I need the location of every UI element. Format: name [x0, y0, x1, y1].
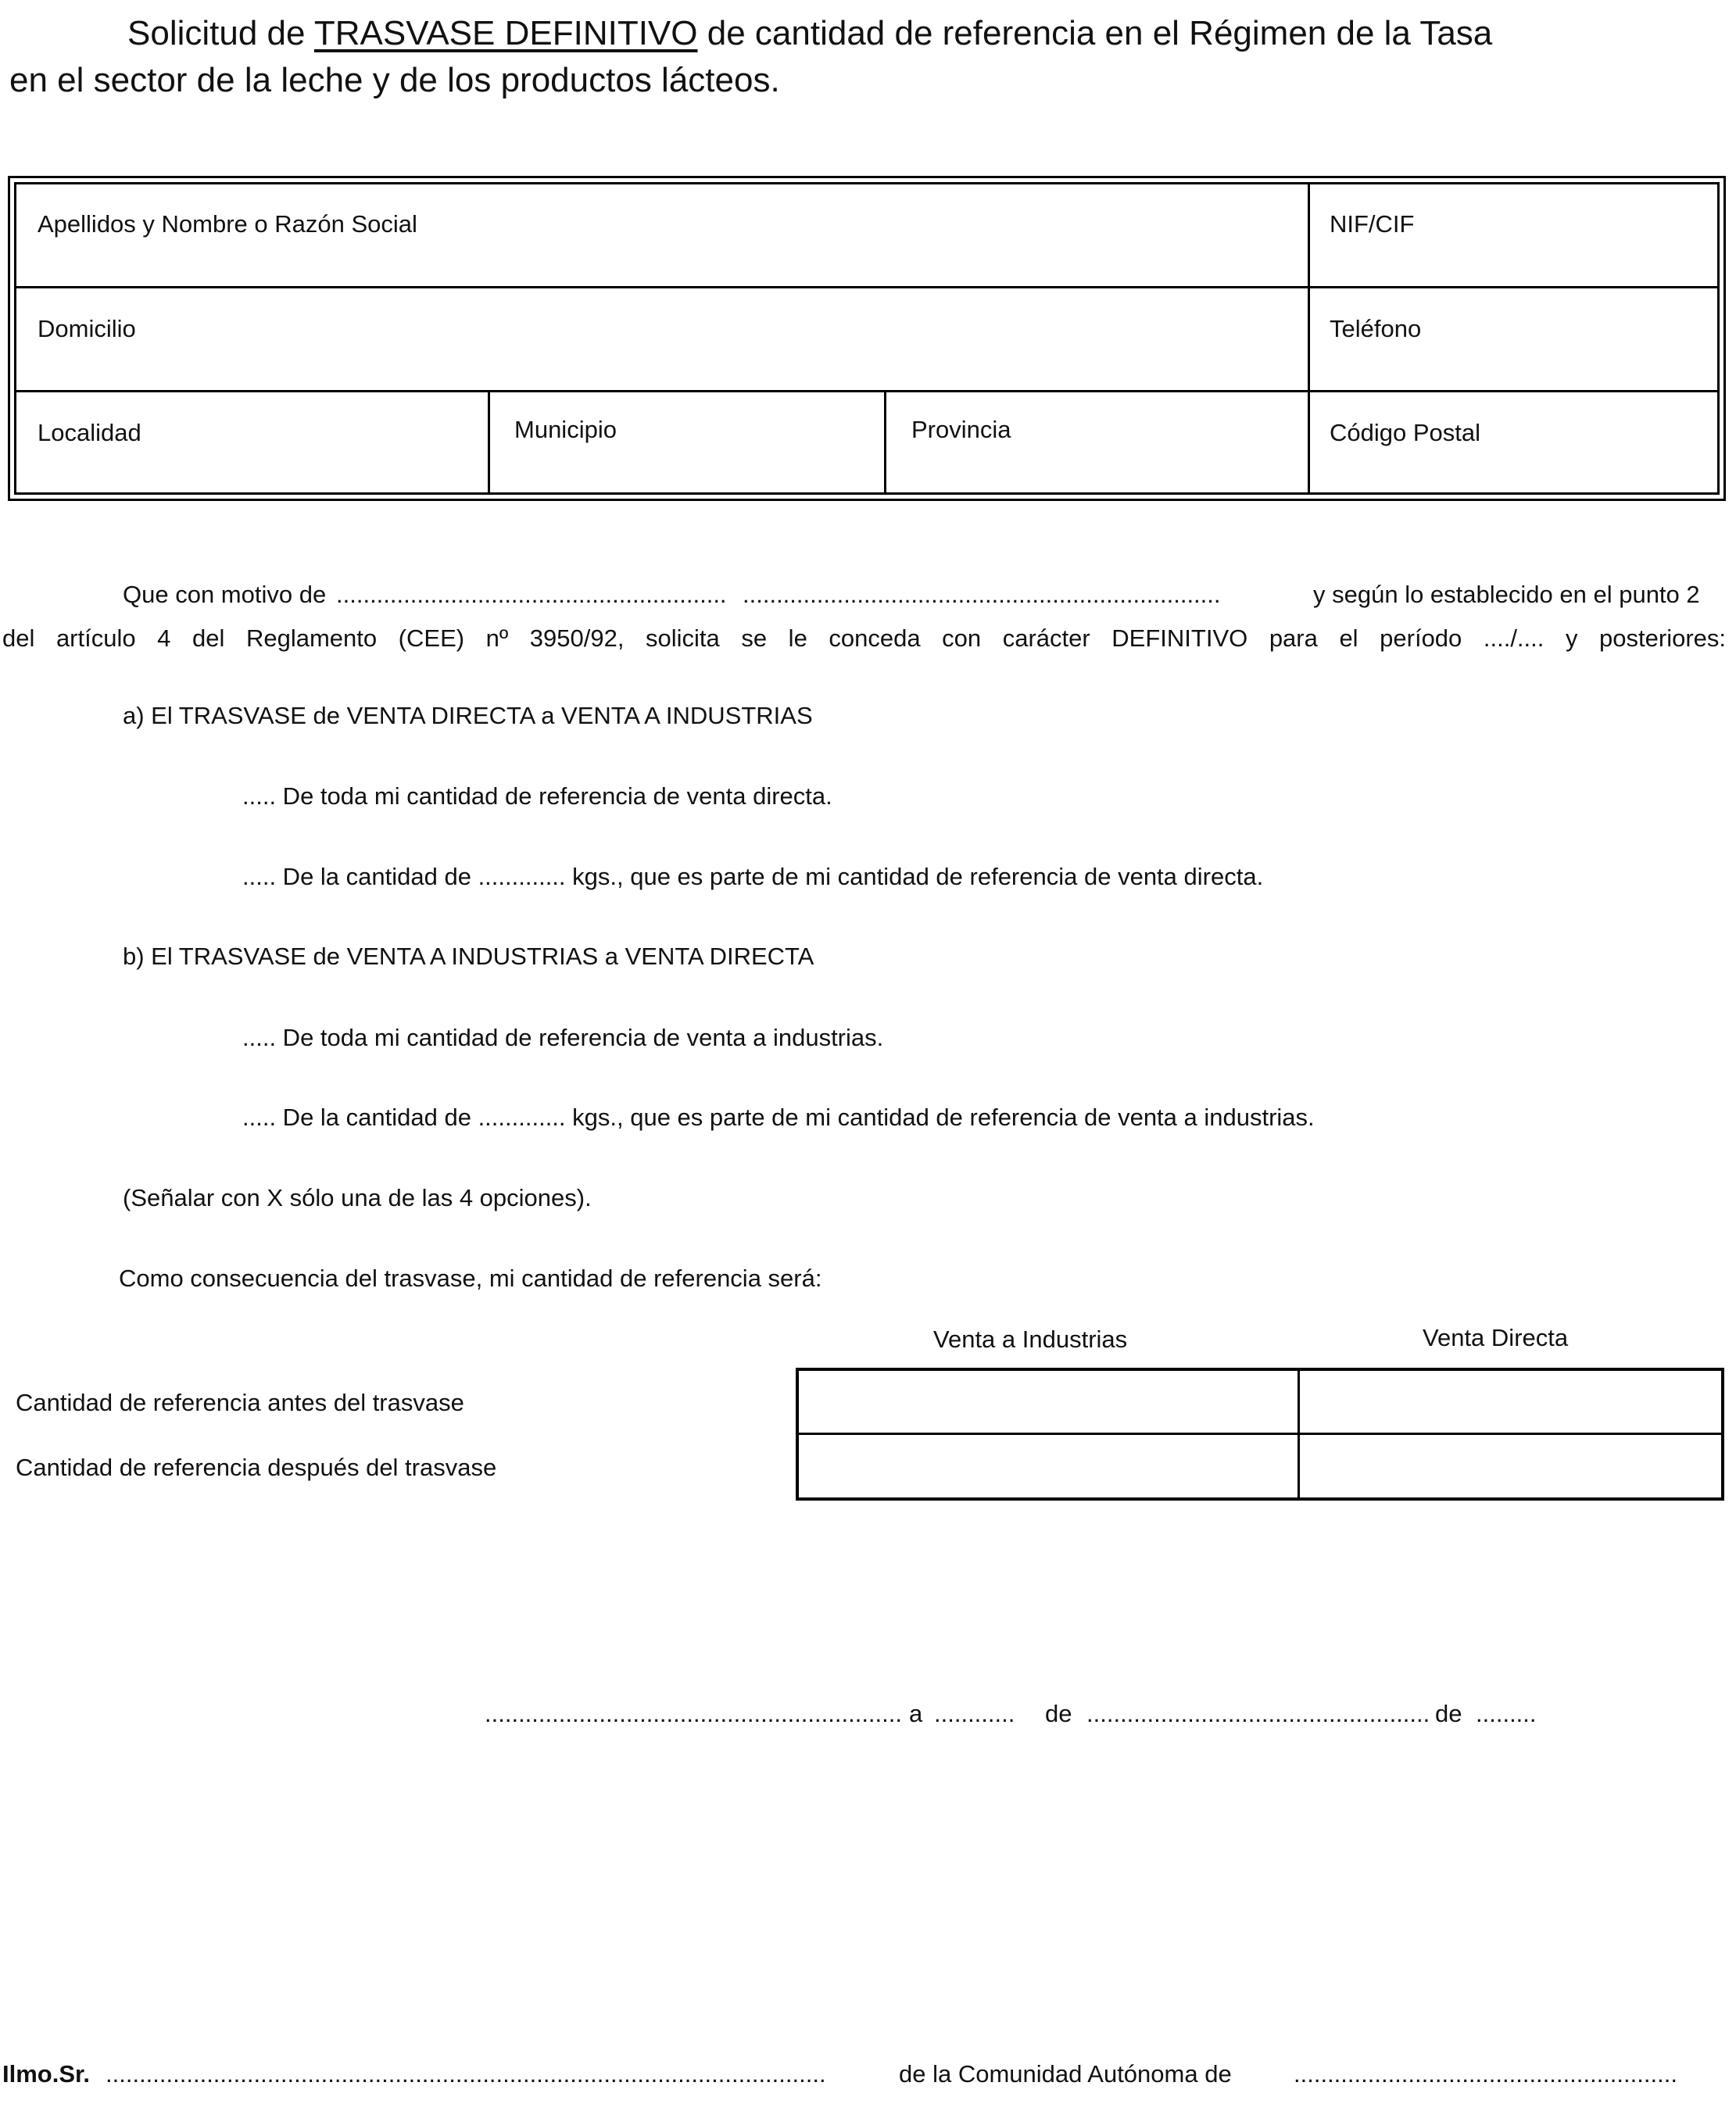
- date-de-2: de: [1435, 1700, 1462, 1727]
- applicant-box-inner: [14, 182, 1720, 495]
- option-a1: ..... De toda mi cantidad de referencia de venta directa.: [242, 782, 832, 810]
- request-line-2: del artículo 4 del Reglamento (CEE) nº 3950/92, solicita se le conceda con carácter DEFINITIVO para el período ..../.... y posteriores:: [2, 624, 1726, 652]
- name-field-label: Apellidos y Nombre o Razón Social: [38, 210, 417, 238]
- form-title-line-1: [127, 9, 1492, 58]
- province-field-label: Provincia: [911, 416, 1011, 443]
- result-row-after: Cantidad de referencia después del trasvase: [16, 1454, 497, 1481]
- col-divider-locality: [488, 390, 490, 492]
- result-col-directa: Venta Directa: [1423, 1324, 1569, 1351]
- footer-ilmo: Ilmo.Sr.: [2, 2060, 90, 2088]
- title-underlined: TRASVASE DEFINITIVO: [313, 14, 698, 52]
- row-divider-2: [16, 390, 1717, 392]
- option-b1: ..... De toda mi cantidad de referencia de venta a industrias.: [242, 1024, 884, 1051]
- row-divider-1: [16, 286, 1717, 288]
- option-b2: ..... De la cantidad de ............. kgs., que es parte de mi cantidad de referencia de venta a industrias.: [242, 1104, 1315, 1131]
- motive-dots-1: ..........................................................: [336, 581, 727, 608]
- col-divider-main: [1308, 184, 1310, 492]
- address-field-label: Domicilio: [38, 315, 136, 342]
- result-grid-col-divider: [1298, 1371, 1300, 1497]
- footer-ilmo-dots: ...........................................................................................................: [106, 2060, 826, 2088]
- col-divider-municipality: [884, 390, 886, 492]
- applicant-box: [8, 176, 1726, 501]
- result-col-industrias: Venta a Industrias: [933, 1326, 1128, 1353]
- locality-field-label: Localidad: [38, 419, 141, 446]
- date-place: ..............................................................: [485, 1700, 902, 1727]
- result-grid: [796, 1368, 1724, 1501]
- date-month: ...................................................: [1086, 1700, 1430, 1727]
- footer-ca-dots: .........................................................: [1294, 2060, 1677, 2088]
- postal-code-field-label: Código Postal: [1330, 419, 1481, 446]
- options-note: (Señalar con X sólo una de las 4 opciones).: [123, 1184, 592, 1211]
- date-day: ............: [934, 1700, 1015, 1727]
- municipality-field-label: Municipio: [514, 416, 617, 443]
- result-grid-row-divider: [799, 1433, 1721, 1435]
- footer-ca-label: de la Comunidad Autónoma de: [899, 2060, 1232, 2088]
- title-post: de cantidad de referencia en el Régimen de la Tasa: [697, 14, 1493, 52]
- date-a: a: [909, 1700, 923, 1727]
- form-title-line-2: en el sector de la leche y de los productos lácteos.: [9, 61, 780, 99]
- option-a-heading: a) El TRASVASE de VENTA DIRECTA a VENTA A INDUSTRIAS: [123, 702, 813, 729]
- motive-dots-2: .......................................................................: [743, 581, 1221, 608]
- result-intro: Como consecuencia del trasvase, mi cantidad de referencia será:: [119, 1265, 822, 1292]
- nif-field-label: NIF/CIF: [1330, 210, 1415, 238]
- motive-pre: Que con motivo de: [123, 581, 327, 608]
- option-a2: ..... De la cantidad de ............. kgs., que es parte de mi cantidad de referencia de venta directa.: [242, 863, 1264, 890]
- title-pre: Solicitud de: [127, 14, 314, 52]
- option-b-heading: b) El TRASVASE de VENTA A INDUSTRIAS a VENTA DIRECTA: [123, 943, 814, 970]
- date-de-1: de: [1045, 1700, 1072, 1727]
- motive-post: y según lo establecido en el punto 2: [1313, 581, 1700, 608]
- phone-field-label: Teléfono: [1330, 315, 1422, 342]
- result-row-before: Cantidad de referencia antes del trasvase: [16, 1389, 464, 1416]
- date-year: .........: [1476, 1700, 1537, 1727]
